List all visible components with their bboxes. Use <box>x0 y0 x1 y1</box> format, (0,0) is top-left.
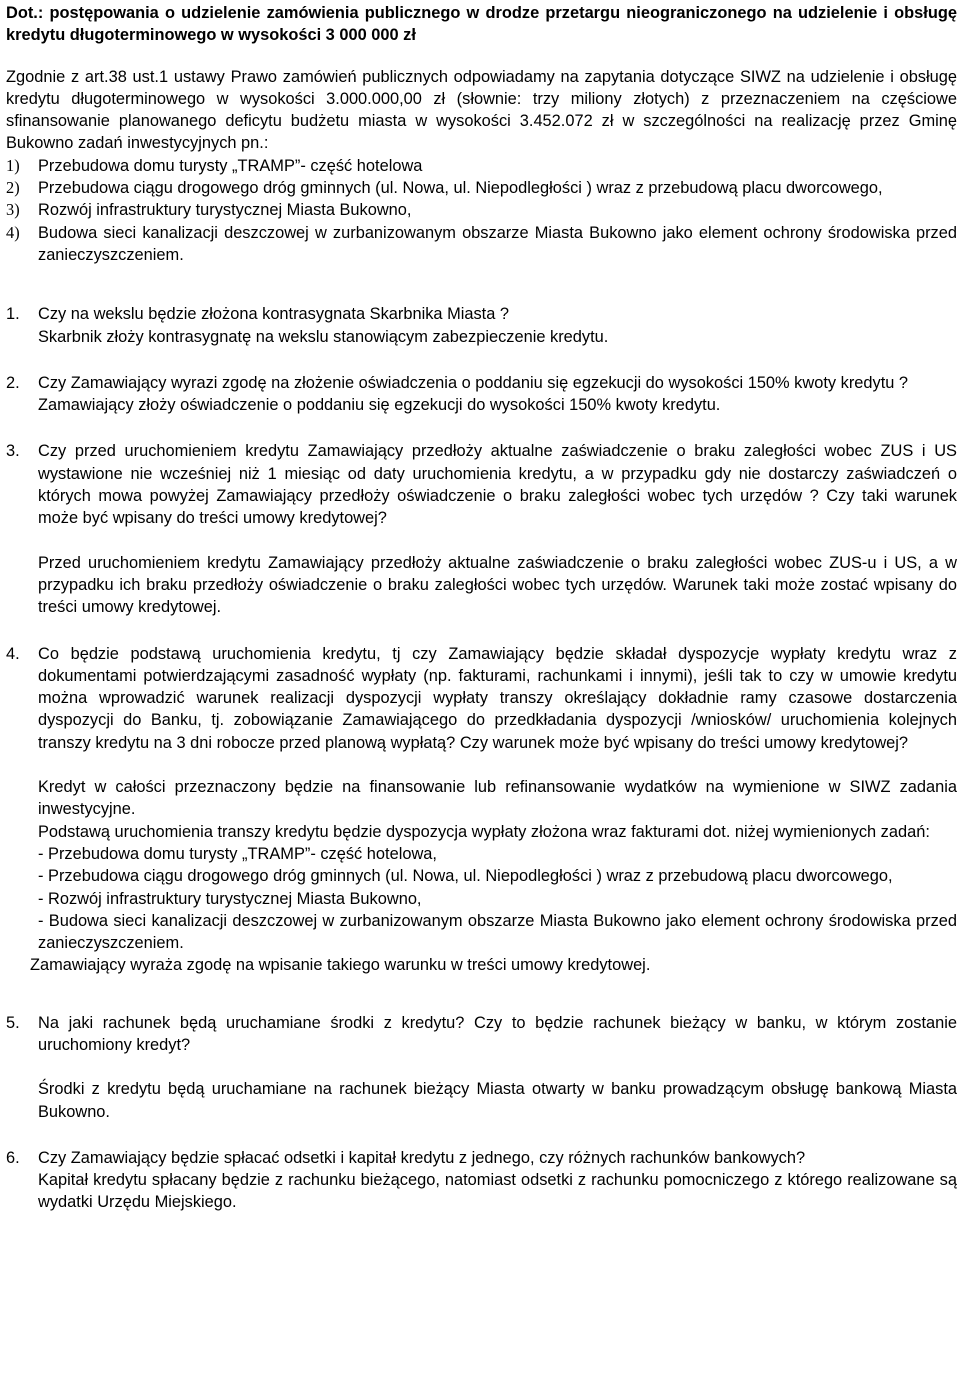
task-item <box>6 199 957 221</box>
answer-text: Skarbnik złoży kontrasygnatę na wekslu stanowiącym zabezpieczenie kredytu. <box>38 327 609 346</box>
question-block-2 <box>6 372 957 417</box>
task-number: 1) <box>6 155 20 175</box>
question-number: 1. <box>6 305 20 324</box>
answer-text: Zamawiający złoży oświadczenie o poddaniu się egzekucji do wysokości 150% kwoty kredytu. <box>38 396 721 415</box>
task-item <box>6 222 957 267</box>
question-number: 4. <box>6 644 20 663</box>
task-number: 3) <box>6 200 20 220</box>
question-number: 5. <box>6 1013 20 1032</box>
question-text: Na jaki rachunek będą uruchamiane środki z kredytu? Czy to będzie rachunek bieżący w banku, w którym zostanie uruchomiony kredyt? <box>38 1013 957 1054</box>
answer-text: Zamawiający wyraża zgodę na wpisanie takiego warunku w treści umowy kredytowej. <box>30 956 651 975</box>
task-item <box>6 177 957 199</box>
document-page <box>6 2 957 1214</box>
answer-list-item: - Przebudowa ciągu drogowego dróg gminnych (ul. Nowa, ul. Niepodległości ) wraz z przebudową placu dworcowego, <box>38 867 893 886</box>
task-item <box>6 155 957 177</box>
question-block-5 <box>6 1012 957 1123</box>
answer-list-item: - Rozwój infrastruktury turystycznej Miasta Bukowno, <box>38 889 422 908</box>
question-block-4 <box>6 643 957 955</box>
task-number: 2) <box>6 178 20 198</box>
answer-list-item: - Przebudowa domu turysty „TRAMP”- część hotelowa, <box>38 844 437 863</box>
task-text: Budowa sieci kanalizacji deszczowej w zurbanizowanym obszarze Miasta Bukowno jako element ochrony środowiska przed zanieczyszczeniem. <box>38 223 957 264</box>
task-list <box>6 155 957 266</box>
question-text: Czy Zamawiający wyrazi zgodę na złożenie oświadczenia o poddaniu się egzekucji do wysokości 150% kwoty kredytu ? <box>38 373 909 392</box>
question-text: Co będzie podstawą uruchomienia kredytu, tj czy Zamawiający będzie składał dyspozycje wypłaty kredytu wraz z dokumentami potwierdzającymi zasadność wypłaty (np. fakturami, rachunkami i innymi), jeśli tak to czy w umowie kredytu można wprowadzić warunek realizacji dyspozycji wypłaty transzy określający dokładnie ramy czasowe dostarczenia dyspozycji do Banku, tj. zobowiązanie Zamawiającego do przedkładania dyspozycji /wniosków/ uruchomienia kolejnych transzy kredytu na 3 dni robocze przed planową wypłatą? Czy warunek może być wpisany do treści umowy kredytowej? <box>38 644 957 752</box>
answer-text: Podstawą uruchomienia transzy kredytu będzie dyspozycja wypłaty złożona wraz fakturami dot. niżej wymienionych zadań: <box>38 822 930 841</box>
task-text: Przebudowa ciągu drogowego dróg gminnych (ul. Nowa, ul. Niepodległości ) wraz z przebudową placu dworcowego, <box>38 179 883 198</box>
answer-text: Przed uruchomieniem kredytu Zamawiający przedłoży aktualne zaświadczenie o braku zaległości wobec ZUS-u i US, a w przypadku ich braku przedłoży oświadczenie o braku zaległości wobec tych urzędów. Warunek taki może zostać wpisany do treści umowy kredytowej. <box>38 553 957 617</box>
answer-text: Kapitał kredytu spłacany będzie z rachunku bieżącego, natomiast odsetki z rachunku pomocniczego z którego realizowane są wydatki Urzędu Miejskiego. <box>38 1171 957 1212</box>
document-title: Dot.: postępowania o udzielenie zamówienia publicznego w drodze przetargu nieograniczonego na udzielenie i obsługę kredytu długoterminowego w wysokości 3 000 000 zł <box>6 4 957 45</box>
question-block-3 <box>6 440 957 618</box>
question-block-6 <box>6 1147 957 1214</box>
question-text: Czy na wekslu będzie złożona kontrasygnata Skarbnika Miasta ? <box>38 305 510 324</box>
task-text: Przebudowa domu turysty „TRAMP”- część hotelowa <box>38 156 423 175</box>
task-text: Rozwój infrastruktury turystycznej Miasta Bukowno, <box>38 201 412 220</box>
question-text: Czy Zamawiający będzie spłacać odsetki i kapitał kredytu z jednego, czy różnych rachunków bankowych? <box>38 1148 806 1167</box>
intro-paragraph: Zgodnie z art.38 ust.1 ustawy Prawo zamówień publicznych odpowiadamy na zapytania dotyczące SIWZ na udzielenie i obsługę kredytu długoterminowego w wysokości 3.000.000,00 zł (słownie: trzy miliony złotych) z przeznaczeniem na częściowe sfinansowanie planowanego deficytu budżetu miasta w wysokości 3.452.072 zł w szczególności na realizację przez Gminę Bukowno zadań inwestycyjnych pn.: <box>6 67 957 153</box>
question-text: Czy przed uruchomieniem kredytu Zamawiający przedłoży aktualne zaświadczenie o braku zaległości wobec ZUS i US wystawione nie wcześniej niż 1 miesiąc od daty uruchomienia kredytu, a w przypadku gdy nie dostarczy zaświadczeń o których mowa powyżej Zamawiający przedłoży oświadczenie o braku zaległości wobec tych urzędów ? Czy taki warunek może być wpisany do treści umowy kredytowej? <box>38 442 957 528</box>
answer-text: Środki z kredytu będą uruchamiane na rachunek bieżący Miasta otwarty w banku prowadzącym obsługę bankową Miasta Bukowno. <box>38 1080 957 1121</box>
question-number: 3. <box>6 442 20 461</box>
question-number: 2. <box>6 373 20 392</box>
task-number: 4) <box>6 222 20 242</box>
answer-list-item: - Budowa sieci kanalizacji deszczowej w zurbanizowanym obszarze Miasta Bukowno jako element ochrony środowiska przed zanieczyszczeniem. <box>38 911 957 953</box>
question-number: 6. <box>6 1148 20 1167</box>
question-block-1 <box>6 303 957 348</box>
answer-text: Kredyt w całości przeznaczony będzie na finansowanie lub refinansowanie wydatków na wymienione w SIWZ zadania inwestycyjne. <box>38 778 957 819</box>
